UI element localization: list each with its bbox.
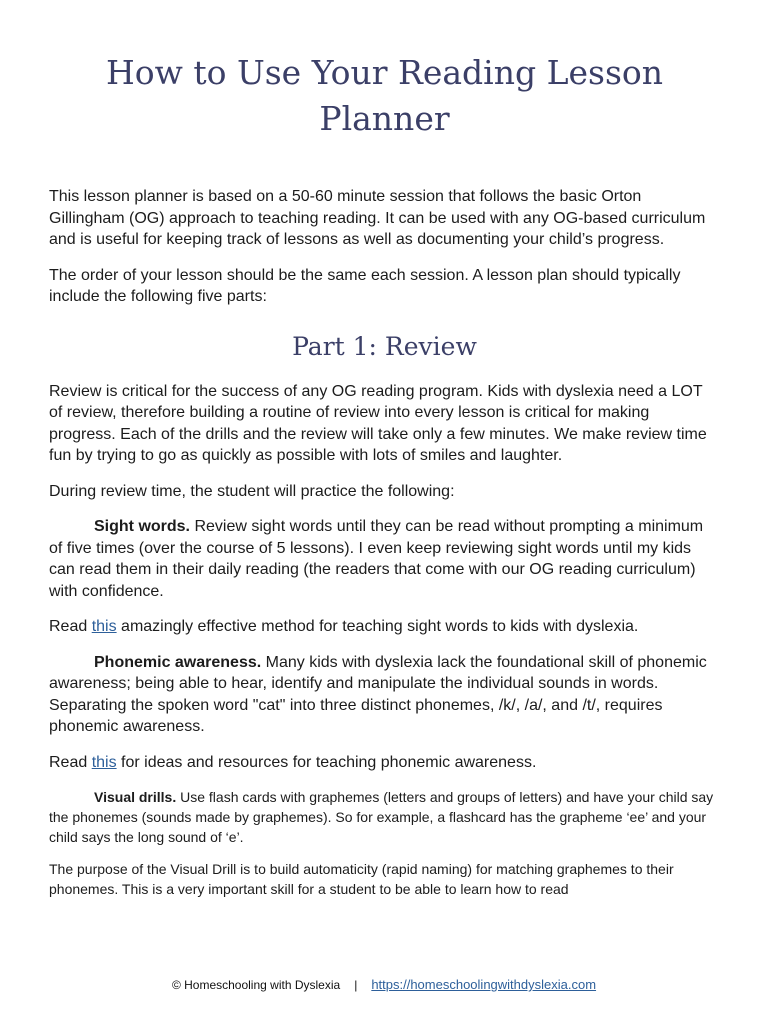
intro-paragraph-1: This lesson planner is based on a 50-60 minute session that follows the basic Orton Gillingham (OG) approach to teaching reading. It can be used with any OG-based curriculum and is useful for keeping track of lessons as well as documenting your child’s progress. [49, 188, 706, 248]
visual-drill-purpose-paragraph: The purpose of the Visual Drill is to build automaticity (rapid naming) for matching graphemes to their phonemes. This is a very important skill for a student to be able to learn how to read [49, 861, 674, 897]
review-paragraph: Review is critical for the success of any OG reading program. Kids with dyslexia need a LOT of review, therefore building a routine of review into every lesson is critical for making progress. Each of the drills and the review will take only a few minutes. We make review time fun by trying to go as quickly as possible with lots of smiles and laughter. [49, 382, 707, 464]
footer-separator: | [354, 978, 358, 992]
read-phonemic-paragraph [49, 752, 720, 774]
visual-drills-term: Visual drills. [94, 789, 177, 805]
read-phonemic-after: for ideas and resources for teaching phonemic awareness. [116, 753, 537, 771]
sight-words-paragraph [49, 516, 720, 602]
during-review-paragraph: During review time, the student will practice the following: [49, 482, 455, 500]
phonemic-awareness-text: Many kids with dyslexia lack the foundational skill of phonemic awareness; being able to hear, identify and manipulate the individual sounds in words. Separating the spoken word "cat" into three distinct phonemes, /k/, /a/, and /t/, requires phonemic awareness. [49, 653, 707, 735]
sight-words-link[interactable]: this [91, 618, 117, 635]
phonemic-awareness-term: Phonemic awareness. [94, 653, 262, 671]
sight-words-term: Sight words. [94, 518, 190, 535]
visual-drills-text: Use flash cards with graphemes (letters and groups of letters) and have your child say the phonemes (sounds made by graphemes). So for example, a flashcard has the grapheme ‘ee’ and your child says the long sound of ‘e’. [49, 789, 714, 845]
read-sight-words-paragraph [49, 616, 720, 638]
footer-copyright: © Homeschooling with Dyslexia [171, 978, 341, 992]
read-sight-after: amazingly effective method for teaching sight words to kids with dyslexia. [116, 618, 639, 635]
footer-website-link[interactable]: https://homeschoolingwithdyslexia.com [371, 977, 597, 992]
intro-paragraph-2: The order of your lesson should be the same each session. A lesson plan should typically include the following five parts: [49, 266, 681, 305]
phonemic-awareness-link[interactable]: this [91, 753, 117, 771]
read-sight-before: Read [49, 618, 92, 635]
visual-drills-paragraph [49, 787, 720, 847]
phonemic-awareness-paragraph [49, 652, 720, 738]
page-footer [0, 977, 768, 992]
page-title: How to Use Your Reading Lesson Planner [105, 53, 664, 138]
read-phonemic-before: Read [49, 753, 92, 771]
sight-words-text: Review sight words until they can be read without prompting a minimum of five times (over the course of 5 lessons). I even keep reviewing sight words until my kids can read them in their daily reading (the readers that come with our OG reading curriculum) with confidence. [49, 518, 704, 600]
section-heading-review: Part 1: Review [292, 331, 477, 361]
